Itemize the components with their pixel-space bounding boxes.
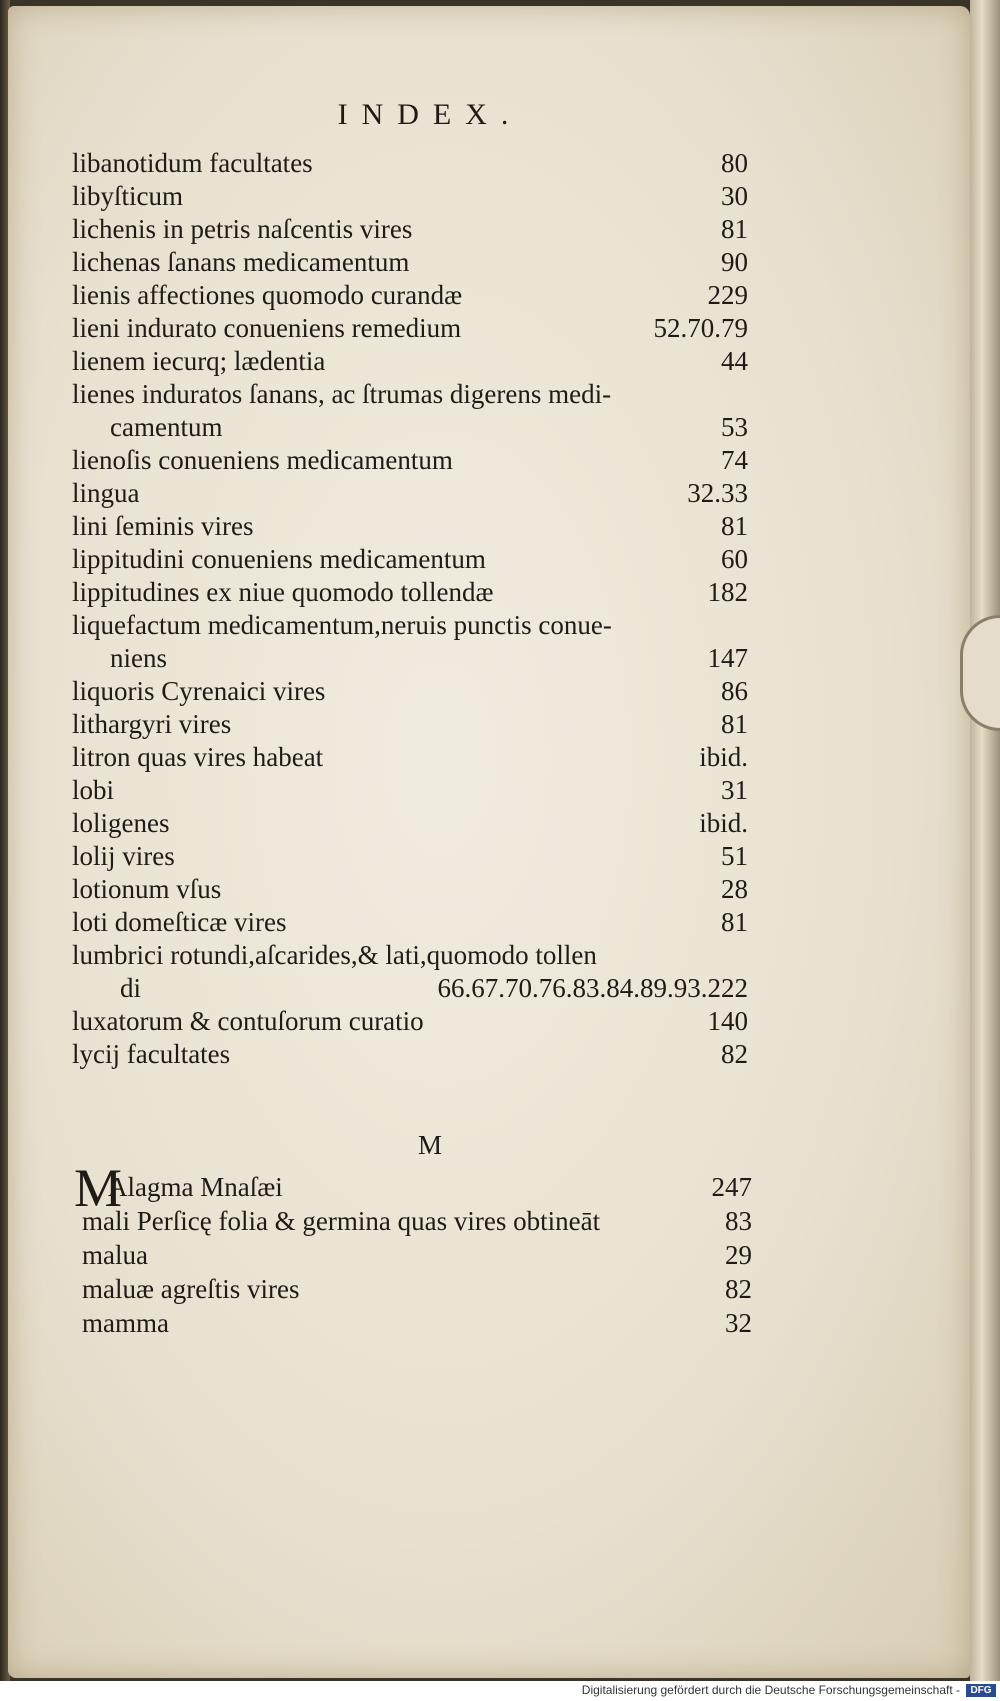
entry-page: 52.70.79	[653, 313, 748, 343]
index-entry	[72, 808, 748, 842]
page-header: INDEX.	[337, 98, 523, 131]
index-entry	[110, 643, 748, 677]
entry-page: 44	[721, 346, 748, 376]
index-entry	[72, 676, 748, 710]
index-entry	[72, 610, 748, 644]
entry-page: ibid.	[699, 808, 748, 838]
entry-term: luxatorum & contuſorum curatio	[72, 1006, 424, 1036]
entry-page: 53	[721, 412, 748, 442]
index-entry	[72, 577, 748, 611]
entry-term: lotionum vſus	[72, 874, 222, 904]
index-entry	[72, 1039, 748, 1073]
index-entry	[72, 247, 748, 281]
entry-term: liquoris Cyrenaici vires	[72, 676, 326, 706]
section-letter: M	[417, 1130, 442, 1160]
entry-term: lini ſeminis vires	[72, 511, 254, 541]
page-edge	[970, 0, 1000, 1701]
entry-term: libyſticum	[72, 181, 183, 211]
entry-page: 229	[707, 280, 748, 310]
entry-page: 74	[721, 445, 748, 475]
entry-page: 147	[707, 643, 748, 673]
entry-term: lolij vires	[72, 841, 175, 871]
entry-term: lumbrici rotundi,aſcarides,& lati,quomodo tollen	[72, 940, 597, 970]
index-entry	[72, 478, 748, 512]
entry-term: lobi	[72, 775, 115, 805]
entry-term: Alagma Mnaſæi	[108, 1172, 283, 1202]
entry-term: lycij facultates	[72, 1039, 231, 1069]
entry-term: loti domeſticæ vires	[72, 907, 287, 937]
footer-bar	[0, 1681, 1000, 1701]
entry-page: 247	[711, 1172, 752, 1202]
entry-page: 32.33	[687, 478, 748, 508]
entry-page: 90	[721, 247, 748, 277]
index-entry	[108, 1172, 752, 1206]
entry-page: 80	[721, 148, 748, 178]
entry-page: 31	[721, 775, 748, 805]
page-tab	[960, 615, 1000, 731]
index-entry	[82, 1206, 752, 1240]
entry-term: lieni indurato conueniens remedium	[72, 313, 462, 343]
entry-term: camentum	[110, 412, 223, 442]
entry-page: 51	[721, 841, 748, 871]
entry-page: 60	[721, 544, 748, 574]
index-entry	[72, 181, 748, 215]
index-entry	[120, 973, 748, 1007]
entry-term: niens	[110, 643, 167, 673]
entry-term: lichenas ſanans medicamentum	[72, 247, 410, 277]
entry-term: di	[120, 973, 142, 1003]
footer-credit: Digitalisierung gefördert durch die Deutsche Forschungsgemeinschaft -	[581, 1683, 960, 1697]
entry-page: 83	[725, 1206, 752, 1236]
entry-term: lingua	[72, 478, 140, 508]
entry-page: 29	[725, 1240, 752, 1270]
entry-term: mamma	[82, 1308, 169, 1338]
entry-page: 140	[707, 1006, 748, 1036]
index-entry	[72, 445, 748, 479]
index-entry	[72, 874, 748, 908]
entry-term: liquefactum medicamentum,neruis punctis conue-	[72, 610, 612, 640]
entry-page: 32	[725, 1308, 752, 1338]
index-entry	[72, 841, 748, 875]
entry-term: lippitudini conueniens medicamentum	[72, 544, 486, 574]
index-entry	[72, 544, 748, 578]
entry-page: 82	[721, 1039, 748, 1069]
index-entry	[72, 346, 748, 380]
index-entry	[72, 379, 748, 413]
entry-term: lienem iecurq; lædentia	[72, 346, 326, 376]
entry-page: 182	[707, 577, 748, 607]
entry-term: lienes induratos ſanans, ac ſtrumas digerens medi-	[72, 379, 612, 409]
entry-term: lithargyri vires	[72, 709, 232, 739]
entry-term: libanotidum facultates	[72, 148, 313, 178]
entry-page: ibid.	[699, 742, 748, 772]
index-entry	[82, 1240, 752, 1274]
entry-page: 82	[725, 1274, 752, 1304]
drop-cap-initial: M	[74, 1158, 123, 1218]
entry-page: 81	[721, 907, 748, 937]
entry-page: 81	[721, 214, 748, 244]
index-entry	[72, 709, 748, 743]
index-entry	[72, 907, 748, 941]
entry-term: loligenes	[72, 808, 170, 838]
entry-term: malua	[82, 1240, 148, 1270]
entry-page: 66.67.70.76.83.84.89.93.222	[437, 973, 748, 1003]
entry-term: lienis affectiones quomodo curandæ	[72, 280, 463, 310]
index-entry	[72, 940, 748, 974]
index-entry	[72, 148, 748, 182]
index-entry	[72, 775, 748, 809]
entry-term: lichenis in petris naſcentis vires	[72, 214, 413, 244]
index-entry	[72, 742, 748, 776]
entry-term: mali Perſicę folia & germina quas vires obtineāt	[82, 1206, 601, 1236]
entry-term: maluæ agreſtis vires	[82, 1274, 300, 1304]
index-entry	[72, 280, 748, 314]
index-entry	[72, 511, 748, 545]
entry-page: 30	[721, 181, 748, 211]
dfg-logo: DFG	[966, 1684, 996, 1697]
entry-page: 81	[721, 511, 748, 541]
entry-page: 81	[721, 709, 748, 739]
index-entry	[72, 1006, 748, 1040]
entry-term: litron quas vires habeat	[72, 742, 324, 772]
entry-term: lippitudines ex niue quomodo tollendæ	[72, 577, 494, 607]
index-entry	[82, 1308, 752, 1342]
entry-page: 86	[721, 676, 748, 706]
index-entry	[72, 313, 748, 347]
entry-page: 28	[721, 874, 748, 904]
index-entry	[72, 214, 748, 248]
index-entry	[82, 1274, 752, 1308]
entry-term: lienoſis conueniens medicamentum	[72, 445, 453, 475]
index-entry	[110, 412, 748, 446]
